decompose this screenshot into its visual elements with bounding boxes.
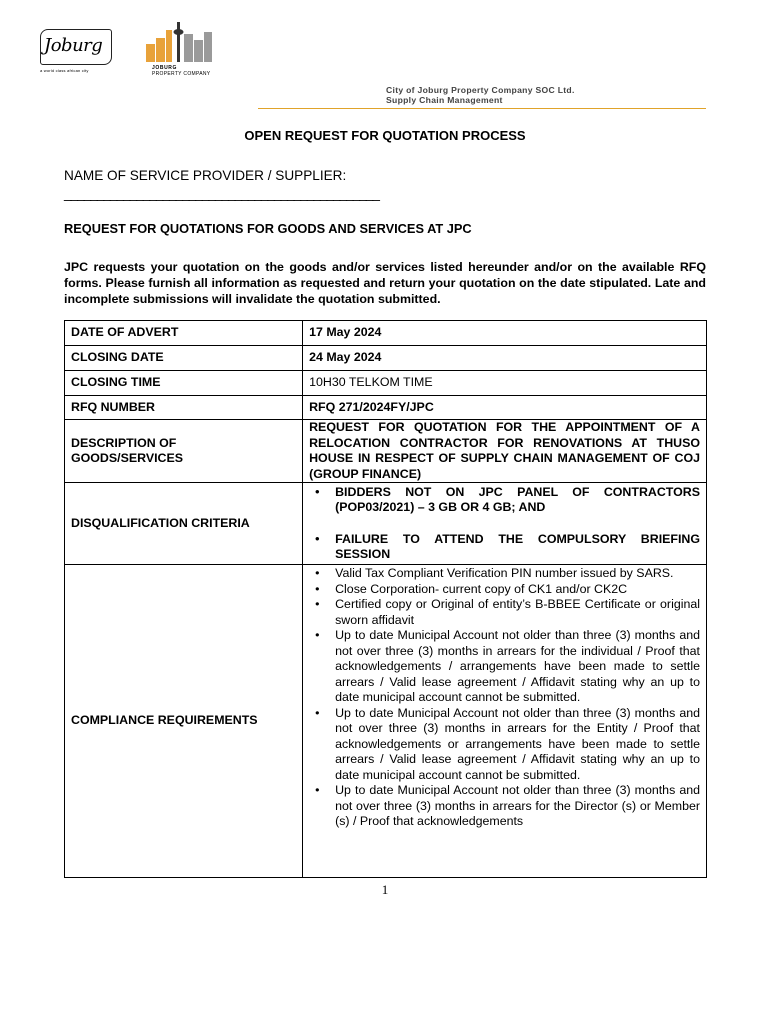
- list-item: • Close Corporation- current copy of CK1 and/or CK2C: [315, 581, 628, 596]
- list-item: • Up to date Municipal Account not older than three (3) months and not over three (3) months in arrears for the Entity / Proof that acknowledgements or arrangements have been made to settle arrears / Valid lease agreement / Affidavit stating why an up to date municipal account cannot be submitted.: [315, 705, 700, 782]
- service-provider-label: NAME OF SERVICE PROVIDER / SUPPLIER:: [64, 168, 347, 183]
- company-header: [386, 85, 575, 105]
- page-number: 1: [381, 882, 389, 897]
- closing-time-value: 10H30 TELKOM TIME: [303, 371, 707, 396]
- intro-paragraph: JPC requests your quotation on the goods and/or services listed hereunder and/or on the available RFQ forms. Please furnish all information as requested and return your quotation on the date stipulated. Late and incomplete submissions will invalidate the quotation submitted.: [64, 260, 706, 306]
- description-value: REQUEST FOR QUOTATION FOR THE APPOINTMENT OF A RELOCATION CONTRACTOR FOR RENOVATIONS AT THUSO HOUSE IN RESPECT OF SUPPLY CHAIN MANAGEMENT OF COJ (GROUP FINANCE): [303, 420, 707, 483]
- description-label: [65, 420, 303, 483]
- jpc-skyline-icon: [144, 20, 214, 62]
- service-provider-blank-line: ________________________________________________: [64, 186, 379, 201]
- jpc-logo-subname: PROPERTY COMPANY: [152, 71, 211, 77]
- compliance-value: [303, 565, 707, 878]
- list-item: • BIDDERS NOT ON JPC PANEL OF CONTRACTORS (POP03/2021) – 3 GB OR 4 GB; AND: [315, 484, 700, 514]
- rfq-number-value: RFQ 271/2024FY/JPC: [303, 396, 707, 420]
- table-row: [65, 483, 707, 565]
- page-title: OPEN REQUEST FOR QUOTATION PROCESS: [244, 128, 526, 143]
- joburg-logo-word: Joburg: [44, 35, 103, 56]
- table-row: [65, 420, 707, 483]
- compliance-label: COMPLIANCE REQUIREMENTS: [65, 565, 303, 878]
- list-item: • Valid Tax Compliant Verification PIN number issued by SARS.: [315, 566, 674, 580]
- table-row: [65, 396, 707, 420]
- list-item: • Certified copy or Original of entity’s B-BBEE Certificate or original sworn affidavit: [315, 597, 700, 627]
- rfq-details-table: [64, 320, 707, 878]
- disqualification-label: DISQUALIFICATION CRITERIA: [65, 483, 303, 565]
- rfq-number-label: RFQ NUMBER: [65, 396, 303, 420]
- date-of-advert-value: 17 May 2024: [303, 321, 707, 346]
- table-row: [65, 346, 707, 371]
- table-row: [65, 371, 707, 396]
- rfq-heading: REQUEST FOR QUOTATIONS FOR GOODS AND SERVICES AT JPC: [64, 221, 472, 236]
- closing-date-value: 24 May 2024: [303, 346, 707, 371]
- joburg-logo: [34, 18, 124, 76]
- table-row: [65, 321, 707, 346]
- department-name: Supply Chain Management: [386, 95, 503, 105]
- company-name: City of Joburg Property Company SOC Ltd.: [386, 85, 575, 95]
- list-item: • Up to date Municipal Account not older than three (3) months and not over three (3) months in arrears for the individual / Proof that acknowledgements / arrangements have been made to settle arrears / Valid lease agreement / Affidavit stating why an up to date municipal account cannot be submitted.: [315, 628, 700, 704]
- list-item: • Up to date Municipal Account not older than three (3) months and not over three (3) months in arrears for the Director (s) or Member (s) / Proof that acknowledgements: [315, 783, 700, 828]
- date-of-advert-label: DATE OF ADVERT: [65, 321, 303, 346]
- jpc-logo: [140, 16, 220, 78]
- table-row: [65, 565, 707, 878]
- joburg-logo-tagline: a world class african city: [40, 68, 89, 73]
- header-rule: [258, 108, 706, 109]
- closing-time-label: CLOSING TIME: [65, 371, 303, 396]
- jpc-logo-name: JOBURG: [152, 65, 177, 71]
- disqualification-list: [309, 485, 700, 563]
- compliance-list: [309, 566, 700, 830]
- description-label-line1: DESCRIPTION OF: [71, 435, 177, 450]
- list-item: • FAILURE TO ATTEND THE COMPULSORY BRIEFING SESSION: [315, 531, 700, 561]
- disqualification-value: [303, 483, 707, 565]
- closing-date-label: CLOSING DATE: [65, 346, 303, 371]
- description-label-line2: GOODS/SERVICES: [71, 451, 184, 465]
